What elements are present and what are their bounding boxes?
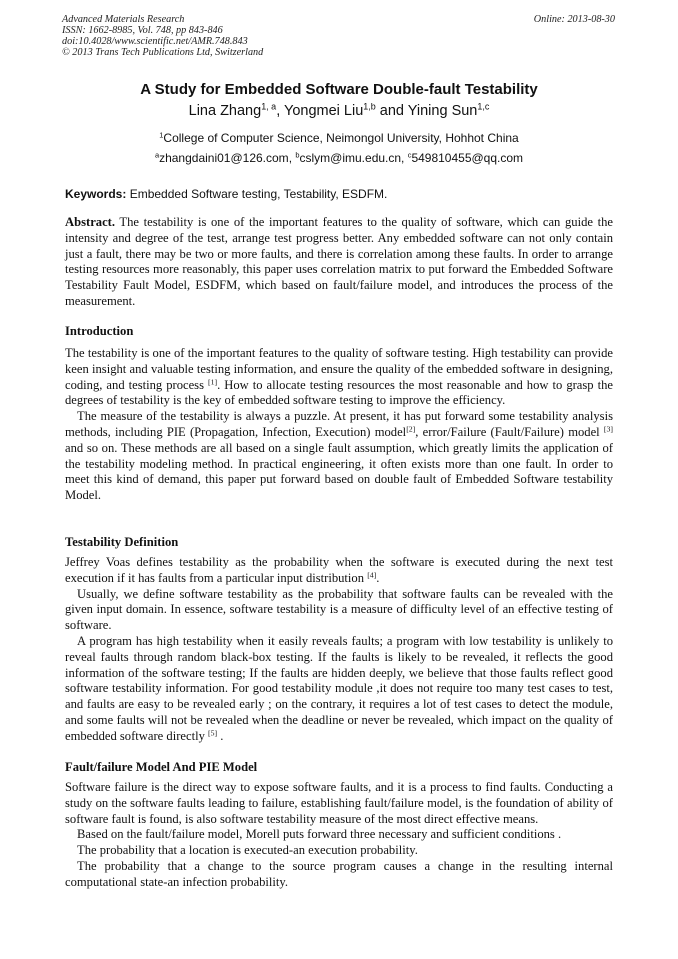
affiliation [0,131,678,146]
keywords-text: Embedded Software testing, Testability, ESDFM. [126,187,388,201]
paragraph: The probability that a location is executed-an execution probability. [77,843,418,858]
affiliation-text: College of Computer Science, Neimongol University, Hohhot China [163,131,519,145]
email-sep: , [401,151,408,165]
email-address[interactable]: 549810455@qq.com [411,151,524,165]
paragraph: The probability that a change to the source program causes a change in the resulting internal computational state-an infection probability. [65,858,613,889]
paragraph: Usually, we define software testability as the probability that software faults can be revealed with the given input domain. In essence, software testability is a measure of difficulty level of an effective testing of software. [65,586,613,633]
section-heading-fault-failure-model: Fault/failure Model And PIE Model [65,760,258,774]
doi-line[interactable]: doi:10.4028/www.scientific.net/AMR.748.843 [62,36,248,47]
paragraph: The measure of the testability is always a puzzle. At present, it has put forward some testability analysis methods, including PIE (Propagation, Infection, Execution) model[2], error/Failure (Fault/Failure) model [3] and so on. These methods are all based on a single fault assumption, which greatly limits the application of the testability modeling method. In practical engineering, it often exists more than one fault. In order to meet this kind of demand, this paper put forward based on double fault of Embedded Software testability Model. [65,409,613,503]
citation-ref: [1] [208,377,218,387]
email-sup: c [407,150,412,160]
email-sup: b [295,150,300,160]
citation-ref: [4] [367,570,377,580]
keywords [65,187,387,202]
fault-model-body [65,780,613,891]
section-heading-testability-definition: Testability Definition [65,535,179,549]
paragraph: Jeffrey Voas defines testability as the probability when the software is executed during the next test execution if it has faults from a particular input distribution [4]. [65,555,613,585]
keywords-label: Keywords: [65,187,127,201]
email-address[interactable]: cslym@imu.edu.cn [299,151,402,165]
author-name: Yining Sun [407,103,478,119]
introduction-body [65,346,613,504]
abstract [65,215,613,310]
email-address[interactable]: zhangdaini01@126.com [159,151,289,165]
author-sep: and [375,103,408,119]
author-sup: 1, a [261,101,277,112]
author-sep: , [276,103,284,119]
author-line [0,102,678,120]
paragraph: Software failure is the direct way to expose software faults, and it is a process to find faults. Conducting a study on the software faults leading to failure, establishing fault/failure model, is the foundation of ability of software fault is found, is also software testability measure of the most direct effective means. [65,780,613,826]
author-name: Yongmei Liu [283,103,364,119]
journal-header [62,14,263,58]
email-sup: a [154,150,160,160]
paragraph: A program has high testability when it easily reveals faults; a program with low testability is unlikely to reveal faults through random black-box testing. If the faults is likely to be revealed, it reflects the good information of the software testing; If the faults are hidden deeply, we believe that those faults reflect good software testability information. For good testability module ,it does not require too many test cases to test, and faults are easy to be revealed early ; on the contrary, it requires a lot of test cases to detect the module, and some faults will not be revealed when the deadline or never be revealed, which impact on the quality of embedded software directly [5] . [65,633,613,743]
author-sup: 1,b [363,101,376,112]
abstract-label: Abstract. [65,215,116,229]
testability-body [65,555,613,745]
author-name: Lina Zhang [188,103,262,119]
abstract-text: The testability is one of the important features to the quality of software, which can guide the intensity and degree of the test, arrange test progress better. Any embedded software can not only contain just a fault, there may be two or more faults, and there is correlation among these faults. In order to arrange testing resources more reasonably, this paper uses correlation matrix to put forward the Embedded Software Testability Fault Model, ESDFM, which based on fault/failure model, and introduces the process of the measurement. [65,215,613,308]
copyright-line: © 2013 Trans Tech Publications Ltd, Switzerland [62,47,264,58]
email-line [0,151,678,166]
section-heading-introduction: Introduction [65,324,134,338]
citation-ref: [3] [603,424,613,434]
paragraph: The testability is one of the important features to the quality of software testing. High testability can provide keen insight and valuable testing information, and ensure the quality of the embedded software in designing, coding, and testing process [1]. How to allocate testing resources the most reasonable and how to grasp the degrees of testability is the key of embedded software testing to improve the efficiency. [65,346,613,408]
affiliation-sup: 1 [159,130,164,140]
paper-title: A Study for Embedded Software Double-fault Testability [140,81,538,98]
citation-ref: [2] [406,424,416,434]
citation-ref: [5] [208,728,218,738]
issn-line: ISSN: 1662-8985, Vol. 748, pp 843-846 [62,25,223,36]
author-sup: 1,c [477,101,490,112]
online-date: Online: 2013-08-30 [533,14,615,25]
paragraph: Based on the fault/failure model, Morell puts forward three necessary and sufficient conditions . [77,827,562,842]
email-sep: , [288,151,296,165]
journal-name: Advanced Materials Research [62,14,185,25]
